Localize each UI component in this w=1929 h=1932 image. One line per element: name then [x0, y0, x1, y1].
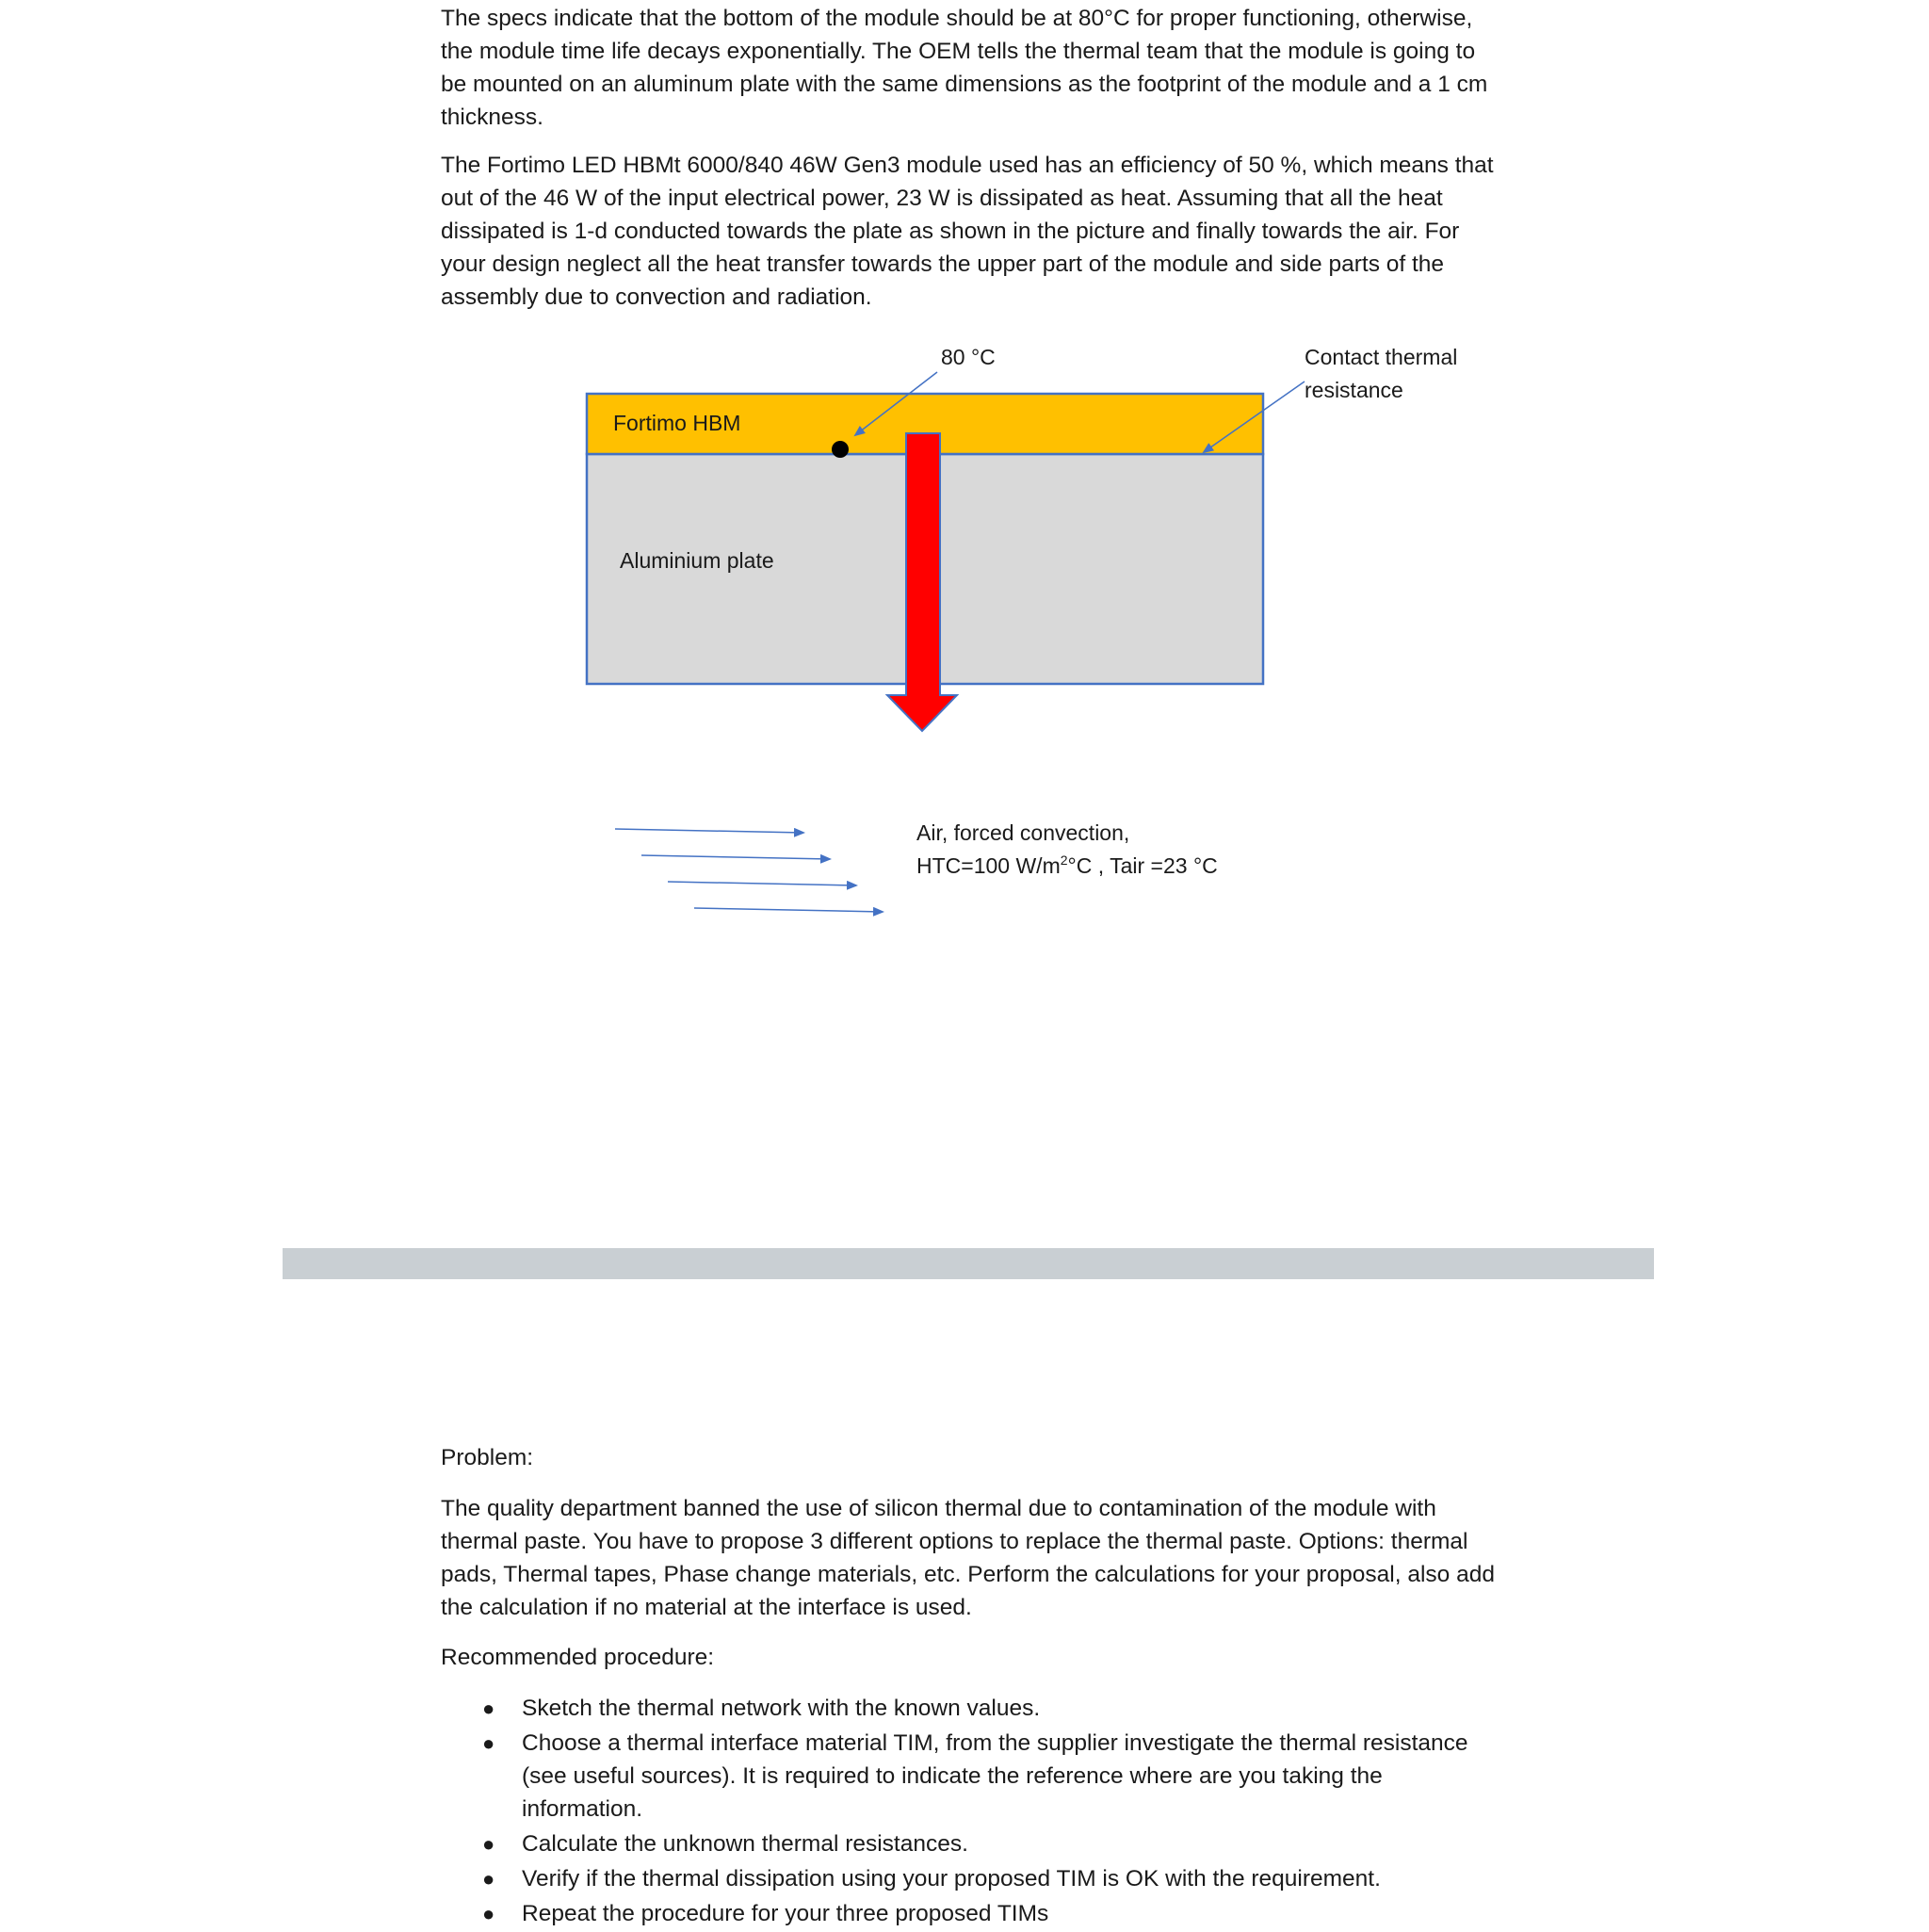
- text-line: The Fortimo LED HBMt 6000/840 46W Gen3 module used has an efficiency of 50 %, which means that: [441, 153, 1494, 178]
- text-line: Repeat the procedure for your three proposed TIMs: [522, 1901, 1049, 1926]
- text-line: out of the 46 W of the input electrical power, 23 W is dissipated as heat. Assuming that all the heat: [441, 186, 1443, 211]
- text-line: be mounted on an aluminum plate with the same dimensions as the footprint of the module and a 1 cm: [441, 72, 1488, 97]
- bullet-icon: ●: [482, 1867, 495, 1891]
- problem-paragraph: [441, 1492, 1505, 1624]
- air-flow-arrow: [615, 829, 803, 833]
- text-line: pads, Thermal tapes, Phase change materials, etc. Perform the calculations for your proposal, also add: [441, 1562, 1495, 1587]
- text-line: Calculate the unknown thermal resistances.: [522, 1831, 968, 1857]
- air-flow-arrow: [641, 855, 830, 859]
- text-line: dissipated is 1-d conducted towards the plate as shown in the picture and finally towards the air. For: [441, 219, 1460, 244]
- text-line: your design neglect all the heat transfer towards the upper part of the module and side parts of the: [441, 252, 1445, 277]
- text-line: Sketch the thermal network with the known values.: [522, 1696, 1041, 1721]
- text-line: Verify if the thermal dissipation using your proposed TIM is OK with the requirement.: [522, 1866, 1381, 1891]
- list-item: [441, 1727, 1496, 1826]
- text-line: The specs indicate that the bottom of the module should be at 80°C for proper functioning, otherwise,: [441, 6, 1473, 31]
- list-item: [441, 1692, 1496, 1725]
- module-label: Fortimo HBM: [613, 411, 741, 435]
- page-separator-bar: [283, 1248, 1654, 1279]
- contact-resistance-label: resistance: [1305, 378, 1403, 402]
- list-item: [441, 1897, 1496, 1930]
- thermal-diagram: [0, 0, 1929, 942]
- text-line: the calculation if no material at the interface is used.: [441, 1595, 972, 1620]
- text-line: Problem:: [441, 1445, 534, 1470]
- htc-text-post: °C , Tair =23 °C: [1067, 853, 1218, 878]
- text-line: (see useful sources). It is required to indicate the reference where are you taking the: [522, 1763, 1383, 1789]
- air-flow-arrow: [668, 882, 856, 885]
- plate-label: Aluminium plate: [620, 548, 774, 573]
- procedure-list: [441, 1692, 1496, 1932]
- bullet-icon: ●: [482, 1697, 495, 1720]
- text-line: thickness.: [441, 105, 543, 130]
- bullet-icon: ●: [482, 1731, 495, 1755]
- htc-superscript: 2: [1060, 852, 1068, 868]
- text-line: Choose a thermal interface material TIM, from the supplier investigate the thermal resistance: [522, 1730, 1468, 1756]
- text-line: the module time life decays exponentially. The OEM tells the thermal team that the module is going to: [441, 39, 1476, 64]
- air-flow-arrow: [694, 908, 883, 912]
- measurement-point-dot: [832, 441, 849, 458]
- text-line: information.: [522, 1796, 643, 1822]
- contact-resistance-label: Contact thermal: [1305, 345, 1458, 369]
- bullet-icon: ●: [482, 1902, 495, 1925]
- list-item: [441, 1827, 1496, 1860]
- htc-text: HTC=100 W/m: [916, 853, 1061, 878]
- list-item: [441, 1862, 1496, 1895]
- text-line: Recommended procedure:: [441, 1645, 715, 1670]
- bullet-icon: ●: [482, 1832, 495, 1856]
- air-convection-label: [916, 852, 1218, 878]
- air-convection-label: Air, forced convection,: [916, 820, 1130, 845]
- text-line: thermal paste. You have to propose 3 different options to replace the thermal paste. Options: thermal: [441, 1529, 1468, 1554]
- text-line: The quality department banned the use of silicon thermal due to contamination of the module with: [441, 1496, 1436, 1521]
- text-line: assembly due to convection and radiation.: [441, 284, 872, 310]
- procedure-label: [441, 1641, 1505, 1674]
- temperature-label: 80 °C: [941, 345, 996, 369]
- problem-label: [441, 1441, 1505, 1474]
